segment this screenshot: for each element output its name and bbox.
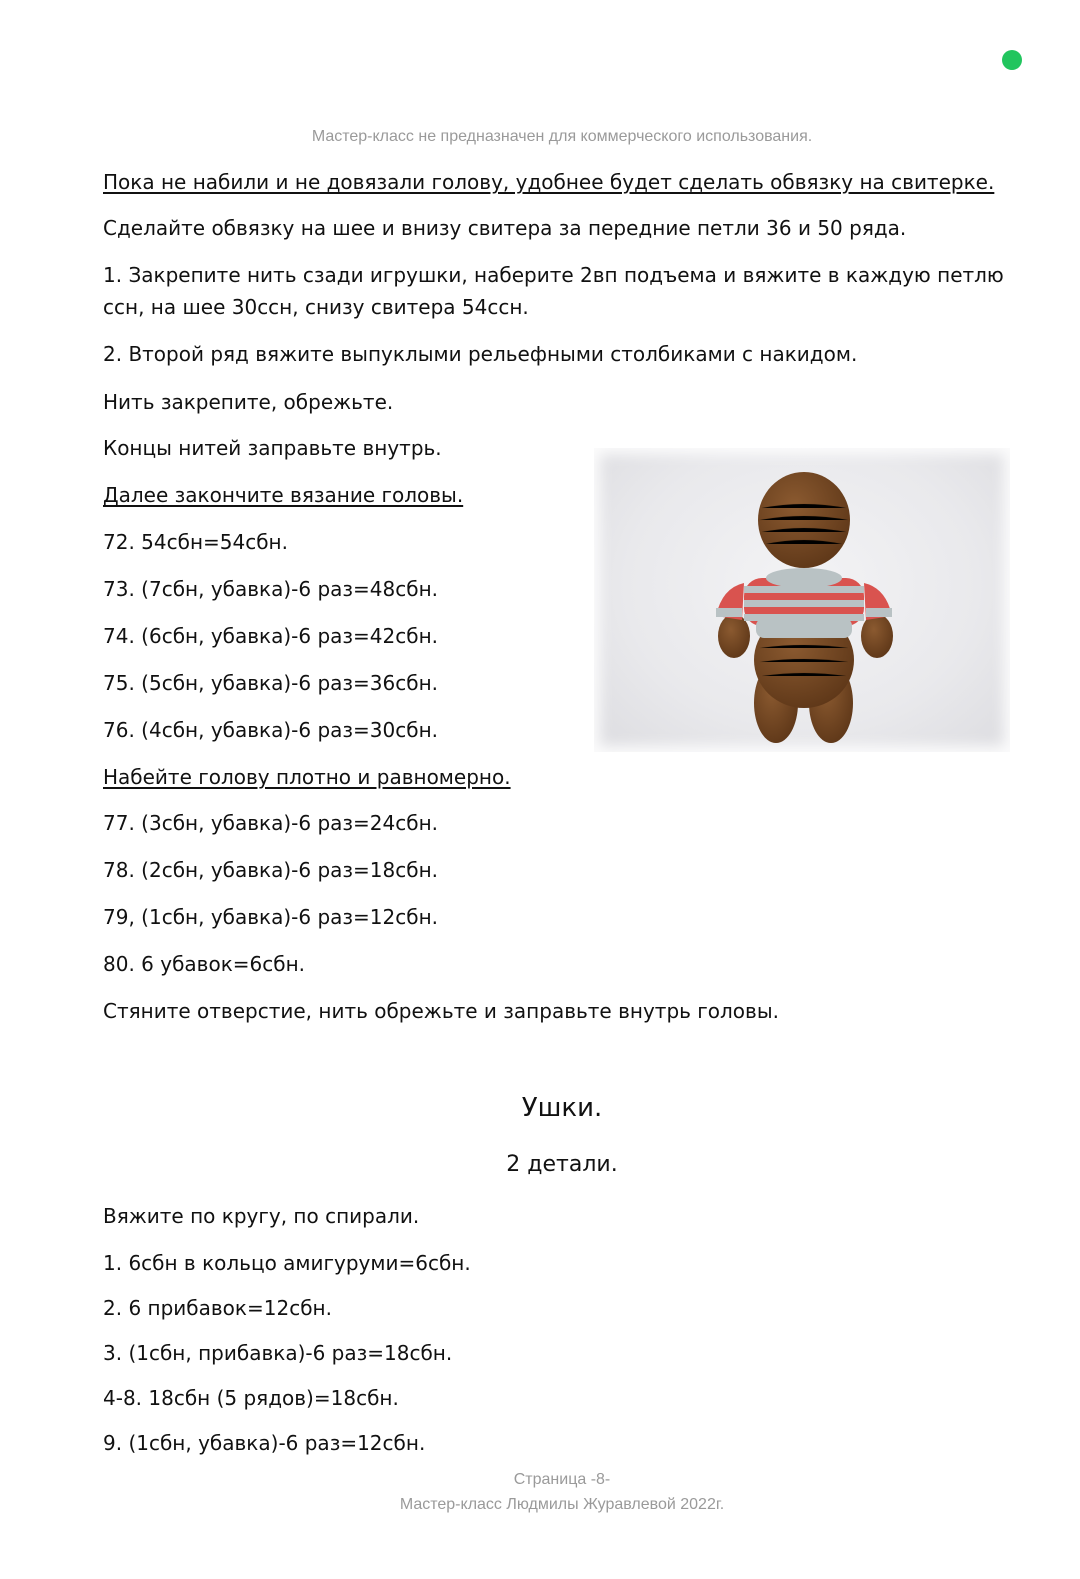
pattern-row: 4-8. 18сбн (5 рядов)=18сбн. bbox=[103, 1386, 399, 1410]
paragraph: 2. Второй ряд вяжите выпуклыми рельефными столбиками с накидом. bbox=[103, 342, 858, 366]
pattern-row: 75. (5сбн, убавка)-6 раз=36сбн. bbox=[103, 671, 439, 695]
paragraph: Стяните отверстие, нить обрежьте и заправьте внутрь головы. bbox=[103, 999, 779, 1023]
paragraph: Нить закрепите, обрежьте. bbox=[103, 390, 394, 414]
pattern-row: 9. (1сбн, убавка)-6 раз=12сбн. bbox=[103, 1431, 426, 1455]
toy-photo bbox=[594, 448, 1010, 752]
paragraph: 1. Закрепите нить сзади игрушки, наберите 2вп подъема и вяжите в каждую петлю ссн, на шее 30ссн, снизу свитера 54ссн. bbox=[103, 263, 1004, 319]
section-heading-stuff: Набейте голову плотно и равномерно. bbox=[103, 765, 511, 789]
status-indicator bbox=[1002, 50, 1022, 70]
pattern-row: 76. (4сбн, убавка)-6 раз=30сбн. bbox=[103, 718, 439, 742]
page-number: Страница -8- bbox=[513, 1471, 611, 1488]
pattern-row: 80. 6 убавок=6сбн. bbox=[103, 952, 306, 976]
toy-illustration bbox=[594, 448, 1010, 752]
section-heading-sweater: Пока не набили и не довязали голову, удобнее будет сделать обвязку на свитерке. bbox=[103, 170, 995, 194]
pattern-row: 79, (1сбн, убавка)-6 раз=12сбн. bbox=[103, 905, 439, 929]
paragraph: Сделайте обвязку на шее и внизу свитера за передние петли 36 и 50 ряда. bbox=[103, 216, 907, 240]
paragraph: Вяжите по кругу, по спирали. bbox=[103, 1204, 420, 1228]
ears-subtitle: 2 детали. bbox=[506, 1152, 618, 1177]
pattern-row: 72. 54сбн=54сбн. bbox=[103, 530, 288, 554]
copyright-note: Мастер-класс не предназначен для коммерческого использования. bbox=[311, 128, 813, 145]
section-heading-head: Далее закончите вязание головы. bbox=[103, 483, 464, 507]
pattern-row: 73. (7сбн, убавка)-6 раз=48сбн. bbox=[103, 577, 439, 601]
pattern-row: 2. 6 прибавок=12сбн. bbox=[103, 1296, 332, 1320]
paragraph: Концы нитей заправьте внутрь. bbox=[103, 436, 442, 460]
author-credit: Мастер-класс Людмилы Журавлевой 2022г. bbox=[399, 1496, 725, 1513]
pattern-row: 78. (2сбн, убавка)-6 раз=18сбн. bbox=[103, 858, 439, 882]
pattern-row: 1. 6сбн в кольцо амигуруми=6сбн. bbox=[103, 1251, 471, 1275]
pattern-row: 3. (1сбн, прибавка)-6 раз=18сбн. bbox=[103, 1341, 453, 1365]
pattern-row: 74. (6сбн, убавка)-6 раз=42сбн. bbox=[103, 624, 439, 648]
pattern-row: 77. (3сбн, убавка)-6 раз=24сбн. bbox=[103, 811, 439, 835]
ears-title: Ушки. bbox=[521, 1093, 603, 1123]
